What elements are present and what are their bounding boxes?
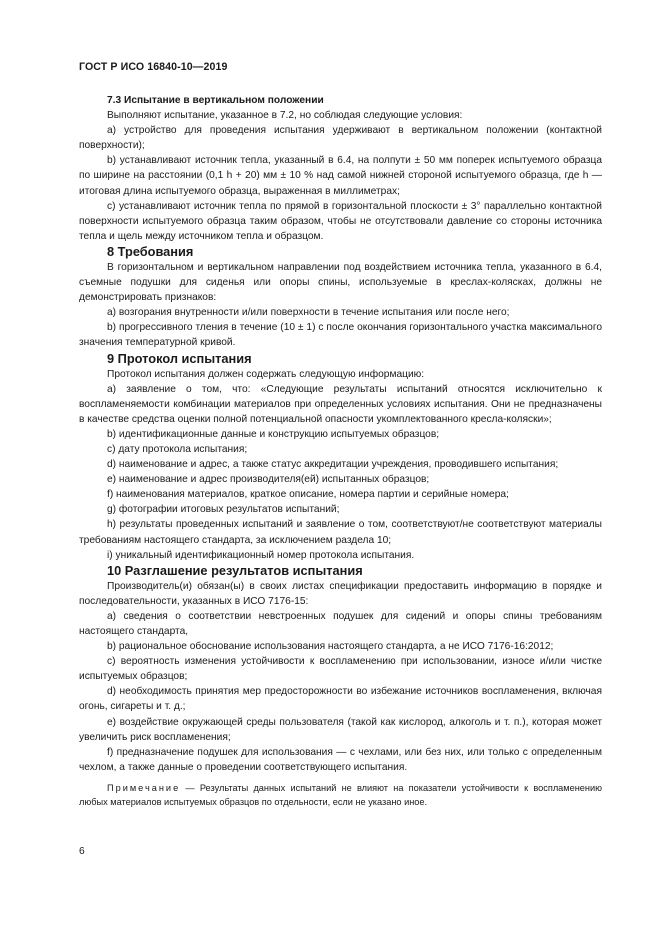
section-9-item-a: a) заявление о том, что: «Следующие результаты испытаний относятся исключительно к воспламеняемости комбинации материалов при определенных условиях испытания. Они не предназначены в качестве средства оценки полной потенциальной опасности укомплектованного кресла-коляски»; — [79, 383, 602, 425]
section-9 — [79, 351, 602, 563]
section-9-item-b: b) идентификационные данные и конструкцию испытуемых образцов; — [107, 428, 440, 440]
section-9-intro: Протокол испытания должен содержать следующую информацию: — [107, 368, 425, 380]
section-9-item-g: g) фотографии итоговых результатов испытаний; — [107, 504, 340, 516]
section-9-item-i: i) уникальный идентификационный номер протокола испытания. — [107, 549, 415, 561]
section-9-item-f: f) наименования материалов, краткое описание, номера партии и серийные номера; — [107, 489, 509, 501]
section-10-item-e: e) воздействие окружающей среды пользователя (такой как кислород, алкоголь и т. п.), которая может увеличить риск воспламенения; — [79, 716, 602, 743]
note-label: Примечание — [107, 782, 181, 793]
section-8-title: 8 Требования — [107, 243, 194, 259]
section-9-item-h: h) результаты проведенных испытаний и заявление о том, соответствуют/не соответствуют материалы требованиям настоящего стандарта, за исключением раздела 10; — [79, 519, 602, 546]
section-10-item-b: b) рациональное обоснование использования настоящего стандарта, а не ИСО 7176-16:2012; — [107, 641, 554, 653]
section-8 — [79, 244, 602, 351]
section-10-item-f: f) предназначение подушек для использования — с чехлами, или без них, или только с определенным чехлом, а также данные о проведении соответствующего испытания. — [79, 746, 602, 773]
section-8-item-b: b) прогрессивного тления в течение (10 ± 1) с после окончания горизонтального участка максимального значения температурной кривой. — [79, 322, 602, 349]
section-9-item-e: e) наименование и адрес производителя(ей) испытанных образцов; — [107, 474, 430, 486]
section-10-note — [79, 781, 602, 810]
section-7-3 — [79, 93, 602, 244]
section-9-item-c: c) дату протокола испытания; — [107, 443, 248, 455]
section-7-3-item-c: c) устанавливают источник тепла по прямой в горизонтальной плоскости ± 3° параллельно контактной поверхности испытуемого образца таким образом, чтобы не отсутствовали давление со стороны источника тепла и щель между источником тепла и образцом. — [79, 200, 602, 242]
page-number: 6 — [79, 846, 85, 857]
section-10-item-c: c) вероятность изменения устойчивости к воспламенению при использовании, износе и/или чистке испытуемых образцов; — [79, 656, 602, 683]
section-10-item-a: a) сведения о соответствии невстроенных подушек для сидений и опоры спины требованиям настоящего стандарта, — [79, 610, 602, 637]
note-text: — Результаты данных испытаний не влияют на показатели устойчивости к воспламенению любых материалов испытуемых образцов по отдельности, если не указано иное. — [79, 782, 602, 808]
section-7-3-item-b: b) устанавливают источник тепла, указанный в 6.4, на полпути ± 50 мм поперек испытуемого образца по ширине на расстоянии (0,1 h + 20) мм ± 10 % над самой нижней стороной испытуемого образца, где h — итоговая длина испытуемого образца, выраженная в миллиметрах; — [79, 155, 602, 197]
section-9-item-d: d) наименование и адрес, а также статус аккредитации учреждения, проводившего испытания; — [107, 459, 559, 471]
document-header: ГОСТ Р ИСО 16840-10—2019 — [79, 61, 228, 73]
section-9-title: 9 Протокол испытания — [107, 350, 252, 366]
section-7-3-intro: Выполняют испытание, указанное в 7.2, но соблюдая следующие условия: — [107, 110, 463, 122]
page-content — [79, 93, 602, 810]
section-10-intro: Производитель(и) обязан(ы) в своих листах спецификации предоставить информацию в порядке и последовательности, указанных в ИСО 7176-15: — [79, 580, 602, 607]
section-10-title: 10 Разглашение результатов испытания — [107, 562, 363, 578]
section-8-item-a: a) возгорания внутренности и/или поверхности в течение испытания или после него; — [107, 307, 510, 319]
section-7-3-item-a: a) устройство для проведения испытания удерживают в вертикальном положении (контактной поверхности); — [79, 125, 602, 152]
section-8-intro: В горизонтальном и вертикальном направлении под воздействием источника тепла, указанного в 6.4, съемные подушки для сиденья или опоры спины, используемые в креслах-колясках, должны не демонстрировать признаков: — [79, 261, 602, 304]
section-10-item-d: d) необходимость принятия мер предосторожности во избежание источников воспламенения, включая огонь, сигареты и т. д.; — [79, 686, 602, 713]
section-7-3-title: 7.3 Испытание в вертикальном положении — [107, 95, 324, 106]
section-10 — [79, 563, 602, 810]
